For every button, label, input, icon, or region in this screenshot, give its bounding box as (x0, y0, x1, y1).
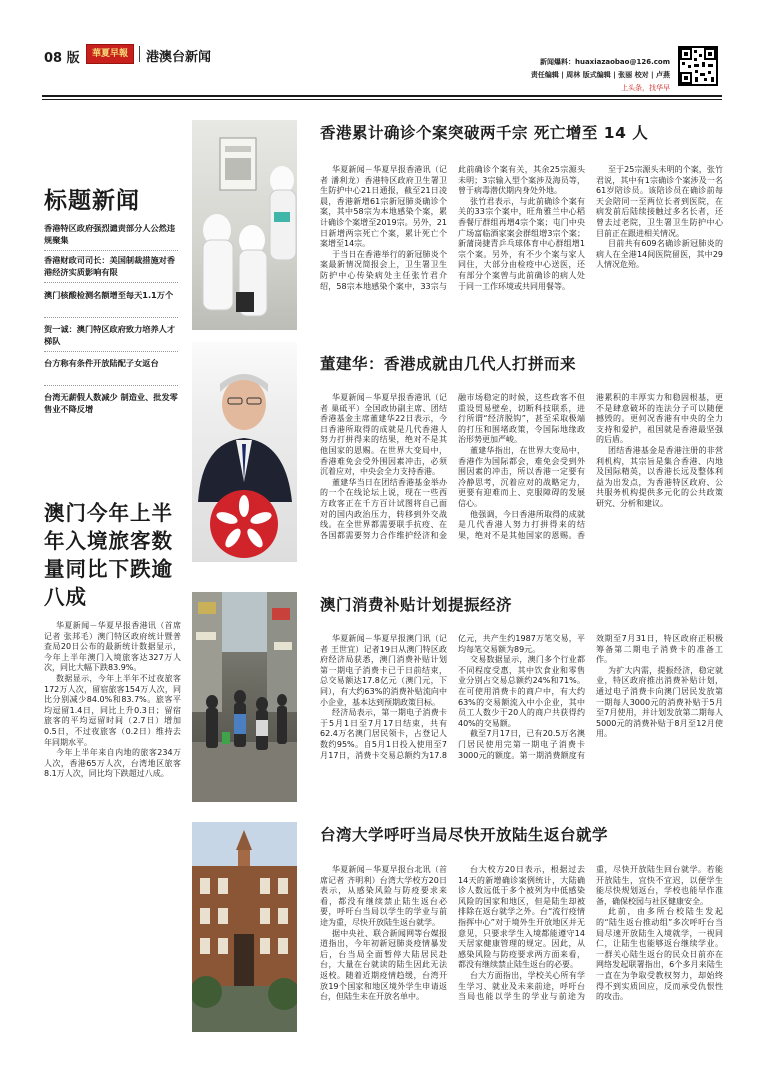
sidebar-title: 标题新闻 (44, 188, 140, 214)
paragraph: 今年上半年来自内地的旅客234万人次，香港65万人次，台湾地区旅客8.1万人次，同比均下跌超过八成。 (44, 748, 181, 779)
brief-item[interactable]: 台湾无薪假人数减少 制造业、批发零售业不降反增 (44, 392, 178, 414)
brief-divider (44, 385, 178, 386)
paragraph: 台大方面指出，学校关心所有学生学习、就业及未来前途，呼吁台当局也能以学生的学业与前途为重，尽快开放陆生回台就学。若能开放陆生，宜快不宜迟，以便学生能尽快规划返台，学校也能早作准备，确保校园与社区健康安全。 (458, 865, 723, 1002)
paragraph: 交易数据显示，澳门多个行业都不同程度受惠，其中饮食业和零售业分别占交易总额约24%和71%。在可使用消费卡的商户中，有大约63%的交易额流入中小企业，其中员工人数少于20人的商户共获得约40%的交易额。 (458, 655, 585, 728)
macau-feature-headline: 澳门今年上半年入境旅客数量同比下跌逾八成 (44, 501, 173, 609)
header-rule-thin (42, 99, 722, 100)
brief-divider (44, 282, 178, 283)
brief-item[interactable]: 台方称有条件开放陆配子女返台 (44, 358, 159, 368)
page-number: 08 版 (44, 51, 80, 66)
newspaper-masthead-logo: 華夏早報 (86, 44, 134, 64)
paragraph: 张竹君表示，与此前确诊个案有关的33宗个案中，旺角雅兰中心稻香餐厅群组再增4宗个案；屯门中央广场富临酒家案会群组增3宗个案；新蒲岗捷青乒乓球体育中心群组增1宗个案。另外，有不少个案与家人同住，大部分由检疫中心送医，还有部分个案曾与此前确诊的病人处于同一工作环境或共同用餐等。 (458, 196, 585, 291)
article-headline[interactable]: 澳门消费补贴计划提振经济 (320, 596, 513, 614)
slogan-text: 上头条，找华早 (621, 84, 670, 92)
article-headline[interactable]: 香港累计确诊个案突破两千宗 死亡增至 14 人 (320, 124, 649, 142)
paragraph: 华夏新闻－华夏早报香港讯（记者 巢砥平）全国政协副主席、团结香港基金主席董建华22日表示，今日香港所取得的成就是几代香港人努力打拼得来的结果，绝对不是其他国家的恩赐。在世界大变局中，香港难免会受外围因素冲击，必须沉着应对，中央会全力支持香港。 (320, 393, 447, 477)
brief-item[interactable]: 澳门核酸检测名额增至每天1.1万个 (44, 290, 174, 300)
taiwan-university-building-photo (192, 822, 297, 1032)
article-body (320, 165, 723, 347)
article-body (320, 393, 723, 583)
paragraph: 团结香港基金是香港注册的非营利机构，其宗旨是集合香港、内地及国际精英，以香港长远及整体利益为出发点，为香港特区政府、公共服务机构提供多元化的公共政策研究、分析和建议。 (596, 445, 723, 508)
brief-divider (44, 351, 178, 352)
brief-divider (44, 317, 178, 318)
article-headline[interactable]: 董建华：香港成就由几代人打拼而来 (320, 355, 577, 373)
brief-item[interactable]: 香港财政司司长：美国制裁措施对香港经济实质影响有限 (44, 255, 176, 277)
article-body (320, 865, 723, 1070)
qr-code-icon (678, 46, 718, 86)
section-title: 港澳台新闻 (146, 50, 212, 65)
paragraph: 目前共有609名确诊新冠肺炎的病人在全港14间医院留医，其中29人情况危殆。 (596, 239, 723, 270)
paragraph: 台大校方20日表示，根据过去14天的新增确诊案例统计，大陆确诊人数远低于多个被列为中低感染风险的国家和地区，但是陆生却被排除在返台就学之外。台“流行疫情指挥中心”对于境外生开放地区并无意见，只要求学生入境都能遵守14天居家健康管理的规定。因此，从感染风险与防疫要求两方面来看，都没有继续禁止陆生返台的必要。 (458, 865, 585, 970)
hotline-text: 新闻爆料：huaxiazaobao@126.com (539, 58, 670, 66)
paragraph: 华夏新闻－华夏早报澳门讯（记者 王世宜）记者19日从澳门特区政府经济局获悉，澳门消费补贴计划第一期电子消费卡已于日前结束，总交易额达17.8亿元（澳门元，下同），有大约63%的消费补贴流向中小企业，基本达到预期政策目标。 (320, 634, 447, 707)
brief-item[interactable]: 香港特区政府强烈谴责部分人公然违规聚集 (44, 223, 176, 245)
paragraph: 华夏新闻－华夏早报台北讯（首席记者 齐明利）台湾大学校方20日表示，从感染风险与防疫要求来看，都没有继续禁止陆生返台必要，呼吁台当局以学生的学业与前途为重，尽快开放陆生返台就学。 (320, 865, 447, 927)
paragraph: 为扩大内需，提振经济，稳定就业，特区政府推出消费补贴计划，通过电子消费卡向澳门居民发放第一期每人3000元的消费补贴于5月至7月使用，并计划发放第二期每人5000元的消费补贴于8月至12月使用。 (596, 665, 723, 739)
tung-chee-hwa-photo (192, 342, 297, 562)
header-divider (139, 46, 140, 62)
paragraph: 截至7月17日，已有20.5万名澳门居民使用完第一期电子消费卡3000元的额度。第一期消费额度有效期至7月31日，特区政府正积极筹备第二期电子消费卡的准备工作。 (458, 634, 723, 760)
paragraph: 据中央社、联合新闻网等台媒报道指出，今年初新冠肺炎疫情暴发后，台当局全面暂停大陆居民赴台，大量在台就读的陆生因此无法返校。随着近期疫情趋缓，台湾开放19个国家和地区境外学生申请返台，但陆生未在开放名单中。 (320, 928, 447, 1002)
paragraph: 他强调，今日香港所取得的成就是几代香港人努力打拼得来的结果，绝对不是其他国家的恩赐。香港累积的丰厚实力和稳固根基，更不是肆意破坏的连法分子可以随便撼毁的。更何况香港有中央的全力支持和爱护，祖国就是香港最坚强的后盾。 (458, 393, 723, 540)
article-headline[interactable]: 台湾大学呼吁当局尽快开放陆生返台就学 (320, 826, 609, 844)
paragraph: 数据显示，今年上半年不过夜旅客172万人次，留宿旅客154万人次，同比分别减少84.0%和83.7%。旅客平均逗留1.4日，同比上升0.3日；留宿旅客的平均逗留时间（2.7日）增加0.5日，不过夜旅客（0.2日）维持去年同期水平。 (44, 673, 181, 747)
macau-street-crowd-photo (192, 592, 297, 802)
paragraph: 华夏新闻－华夏早报香港讯（记者 潘利龙）香港特区政府卫生署卫生防护中心21日通报，截至21日凌晨，香港新增61宗新冠肺炎确诊个案，其中58宗为本地感染个案，累计确诊个案增至2019宗。另外，21日新增两宗死亡个案，累计死亡个案增至14宗。 (320, 165, 447, 249)
macau-feature-body (44, 621, 181, 780)
paragraph: 此前，由多所台校陆生发起的“陆生返台推动组”多次呼吁台当局尽速开放陆生入境就学，一视同仁，让陆生也能够返台继续学业。一群关心陆生返台的民众日前亦在网络发起联署指出，6个多月来陆生一直在为争取受教权努力，却始终得不到实质回应，反而承受仇恨性的攻击。 (596, 907, 723, 1002)
brief-divider (44, 250, 178, 251)
paragraph: 董建华指出，在世界大变局中，香港作为国际都会，难免会受到外围因素的冲击，所以香港一定要有冷静思考，沉着应对的战略定力，更要有迎难而上、克服障碍的发展信心。 (458, 445, 585, 508)
paragraph: 华夏新闻－华夏早报香港讯（首席记者 张邦毛）澳门特区政府统计暨普查局20日公布的最新统计数据显示，今年上半年澳门入境旅客达327万人次，同比大幅下跌83.9%。 (44, 621, 181, 673)
header-rule (42, 95, 722, 97)
paragraph: 经济局表示，第一期电子消费卡于5月1日至7月17日结束，共有62.4万名澳门居民领卡，占登记人数约95%。自5月1日投入使用至7月17日，消费卡交易总额约为17.8亿元，共产生约1987万笔交易，平均每笔交易额为89元。 (320, 634, 585, 760)
editor-credits: 责任编辑 | 周林 版式编辑 | 张丽 校对 | 卢燕 (530, 71, 670, 79)
hazmat-workers-photo (192, 120, 297, 330)
brief-item[interactable]: 贺一诚：澳门特区政府致力培养人才梯队 (44, 324, 176, 346)
paragraph: 至于25宗源头未明的个案，张竹君说，其中有1宗确诊个案涉及一名61岁陪诊员。该陪诊员在确诊前每天会陪同一至两位长者到医院，在病发前后陆续接触过多名长者，还曾去过老院，卫生署卫生防护中心目前正在跟进相关情况。 (596, 165, 723, 238)
paragraph: 董建华当日在团结香港基金举办的一个在线论坛上说，现在一些西方政客正在千方百计试图将自己面对的国内政治压力，转移到外交战线。在全世界都需要联手抗疫、在各国都需要努力合作维护经济和金融市场稳定的时候，这些政客不但重设贸易壁垒，切断科技联系，进行所谓“经济脱钩”，甚至采取极端的打压和围堵政策，令国际地缘政治形势更加严峻。 (320, 393, 585, 540)
paragraph: 于当日在香港举行的新冠肺炎个案最新情况简报会上，卫生署卫生防护中心传染病处主任张竹君介绍，58宗本地感染个案中，33宗与此前确诊个案有关，其余25宗源头未明；3宗输入型个案涉及海员等，曾于病毒潜伏期内身处外地。 (320, 165, 585, 291)
article-body (320, 634, 723, 814)
